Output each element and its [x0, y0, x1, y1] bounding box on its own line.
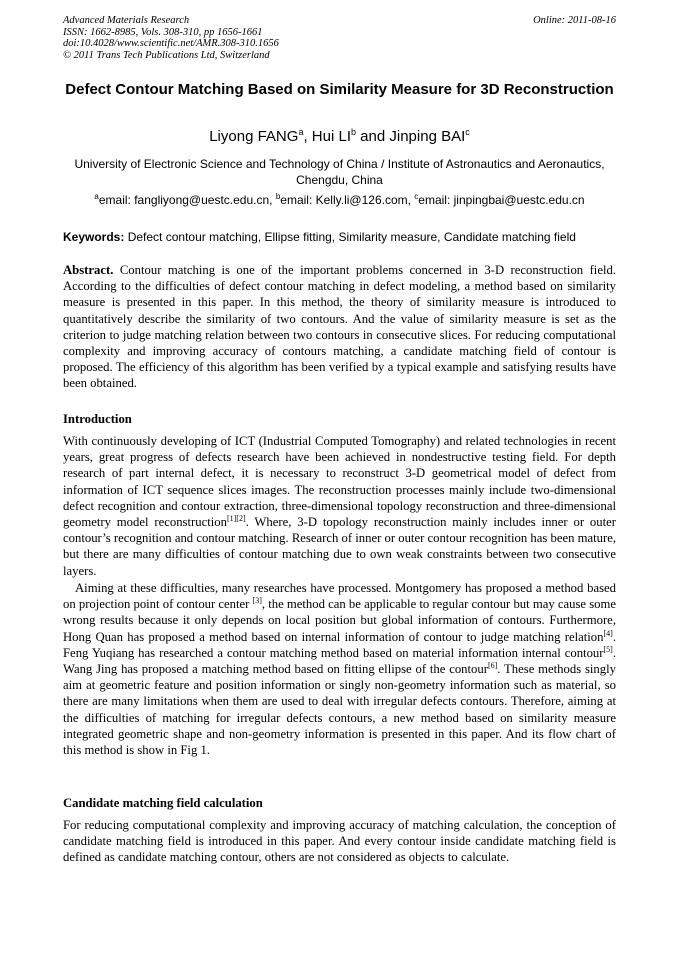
- author-emails: $^a$email: fangliyong@uestc.edu.cn, $^b$email: Kelly.li@126.com, $^c$email: jinpingbai@uestc.edu.cn: [94, 192, 585, 207]
- affiliation: University of Electronic Science and Technology of China / Institute of Astronautics and Aeronautics, Chengdu, China: [74, 157, 605, 187]
- citation: [5]: [603, 644, 613, 654]
- journal-issn: ISSN: 1662-8985, Vols. 308-310, pp 1656-1661: [63, 26, 263, 38]
- paper-title: Defect Contour Matching Based on Similarity Measure for 3D Reconstruction: [65, 81, 614, 98]
- citation: [4]: [603, 628, 613, 638]
- section-heading-introduction: Introduction: [63, 412, 132, 426]
- candidate-paragraph-1: For reducing computational complexity and improving accuracy of matching calculation, the conception of candidate matching field is introduced in this paper. And every contour inside candidate matching field is defined as candidate matching contour, others are not considered as objects to calculate.: [63, 818, 616, 865]
- keywords-text: Defect contour matching, Ellipse fitting, Similarity measure, Candidate matching field: [127, 230, 576, 244]
- journal-doi: doi:10.4028/www.scientific.net/AMR.308-310.1656: [63, 38, 279, 49]
- abstract-text: Contour matching is one of the important problems concerned in 3-D reconstruction field. According to the difficulties of defect contour matching in defect modeling, a method based on similarity measure is presented in this paper. In this method, the theory of similarity measure is introduced to quantitatively describe the similarity of two contours. And the value of similarity measure is set as the criterion to judge matching relation between two contours in consecutive slices. For reducing computational complexity and improving accuracy of contours matching, a candidate matching field of contour is proposed. The efficiency of this algorithm has been verified by a typical example and satisfying results have been obtained.: [63, 263, 616, 391]
- keywords: [63, 230, 623, 245]
- section-heading-candidate: Candidate matching field calculation: [63, 796, 263, 810]
- citation: [3]: [252, 596, 262, 606]
- author: Liyong FANG$^a$: [209, 127, 304, 145]
- citation: [6]: [487, 661, 498, 671]
- author-list: Liyong FANG$^a$, Hui $LI^b$ and Jinping BAI$^c$: [209, 127, 470, 145]
- author: Jinping BAI$^c$: [389, 127, 470, 145]
- email-a: email: fangliyong@uestc.edu.cn,: [98, 193, 276, 207]
- author: Hui $LI^b$: [311, 127, 356, 145]
- keywords-label: Keywords:: [63, 230, 125, 244]
- journal-name: Advanced Materials Research: [63, 15, 190, 26]
- journal-header: [63, 15, 616, 61]
- email-b: email: Kelly.li@126.com,: [280, 193, 415, 207]
- email-c: email: jinpingbai@uestc.edu.cn: [418, 193, 585, 207]
- abstract-label: Abstract.: [63, 263, 114, 277]
- journal-copyright: © 2011 Trans Tech Publications Ltd, Switzerland: [63, 49, 270, 61]
- online-date: Online: 2011-08-16: [533, 15, 616, 26]
- citation: [1][2]: [226, 514, 246, 524]
- introduction-paragraph-2: Aiming at these difficulties, many researches have processed. Montgomery has proposed a method based on projection point of contour center [3], the method can be applicable to regular contour but may cause some wrong results because it only depends on local position but global information of contours. Furthermore, Hong Quan has proposed a method based on internal information of contour to judge matching relation[4]. Feng Yuqiang has researched a contour matching method based on material information internal contour[5]. Wang Jing has proposed a matching method based on fitting ellipse of the contour[6]. These methods singly aim at geometric feature and position information or singly non-geometry information such as material, so there are many limitations when them are used to deal with irregular defects contours. Therefore, aiming at the difficulties of matching for irregular defects contours, a new method based on similarity measure integrated geometric shape and non-geometry information is presented in this paper. And its flow chart of this method is show in Fig 1.: [63, 581, 616, 758]
- introduction-paragraph-1: With continuously developing of ICT (Industrial Computed Tomography) and related technologies in recent years, great progress of defects research have been achieved in nondestructive testing field. For depth research of part internal defect, it is necessary to reconstruct 3-D geometrical model of defect from information of ICT sequence slices images. The reconstruction processes mainly include two-dimensional defect recognition and contour extraction, three-dimensional topology reconstruction and three-dimensional geometry model reconstruction[1][2]. Where, 3-D topology reconstruction mainly includes inner or outer contour’s recognition and contour matching. Research of inner or outer contour recognition has been mature, but there are many difficulties of contour matching due to own weak constraints between two consecutive layers.: [63, 434, 616, 578]
- abstract: [63, 262, 616, 392]
